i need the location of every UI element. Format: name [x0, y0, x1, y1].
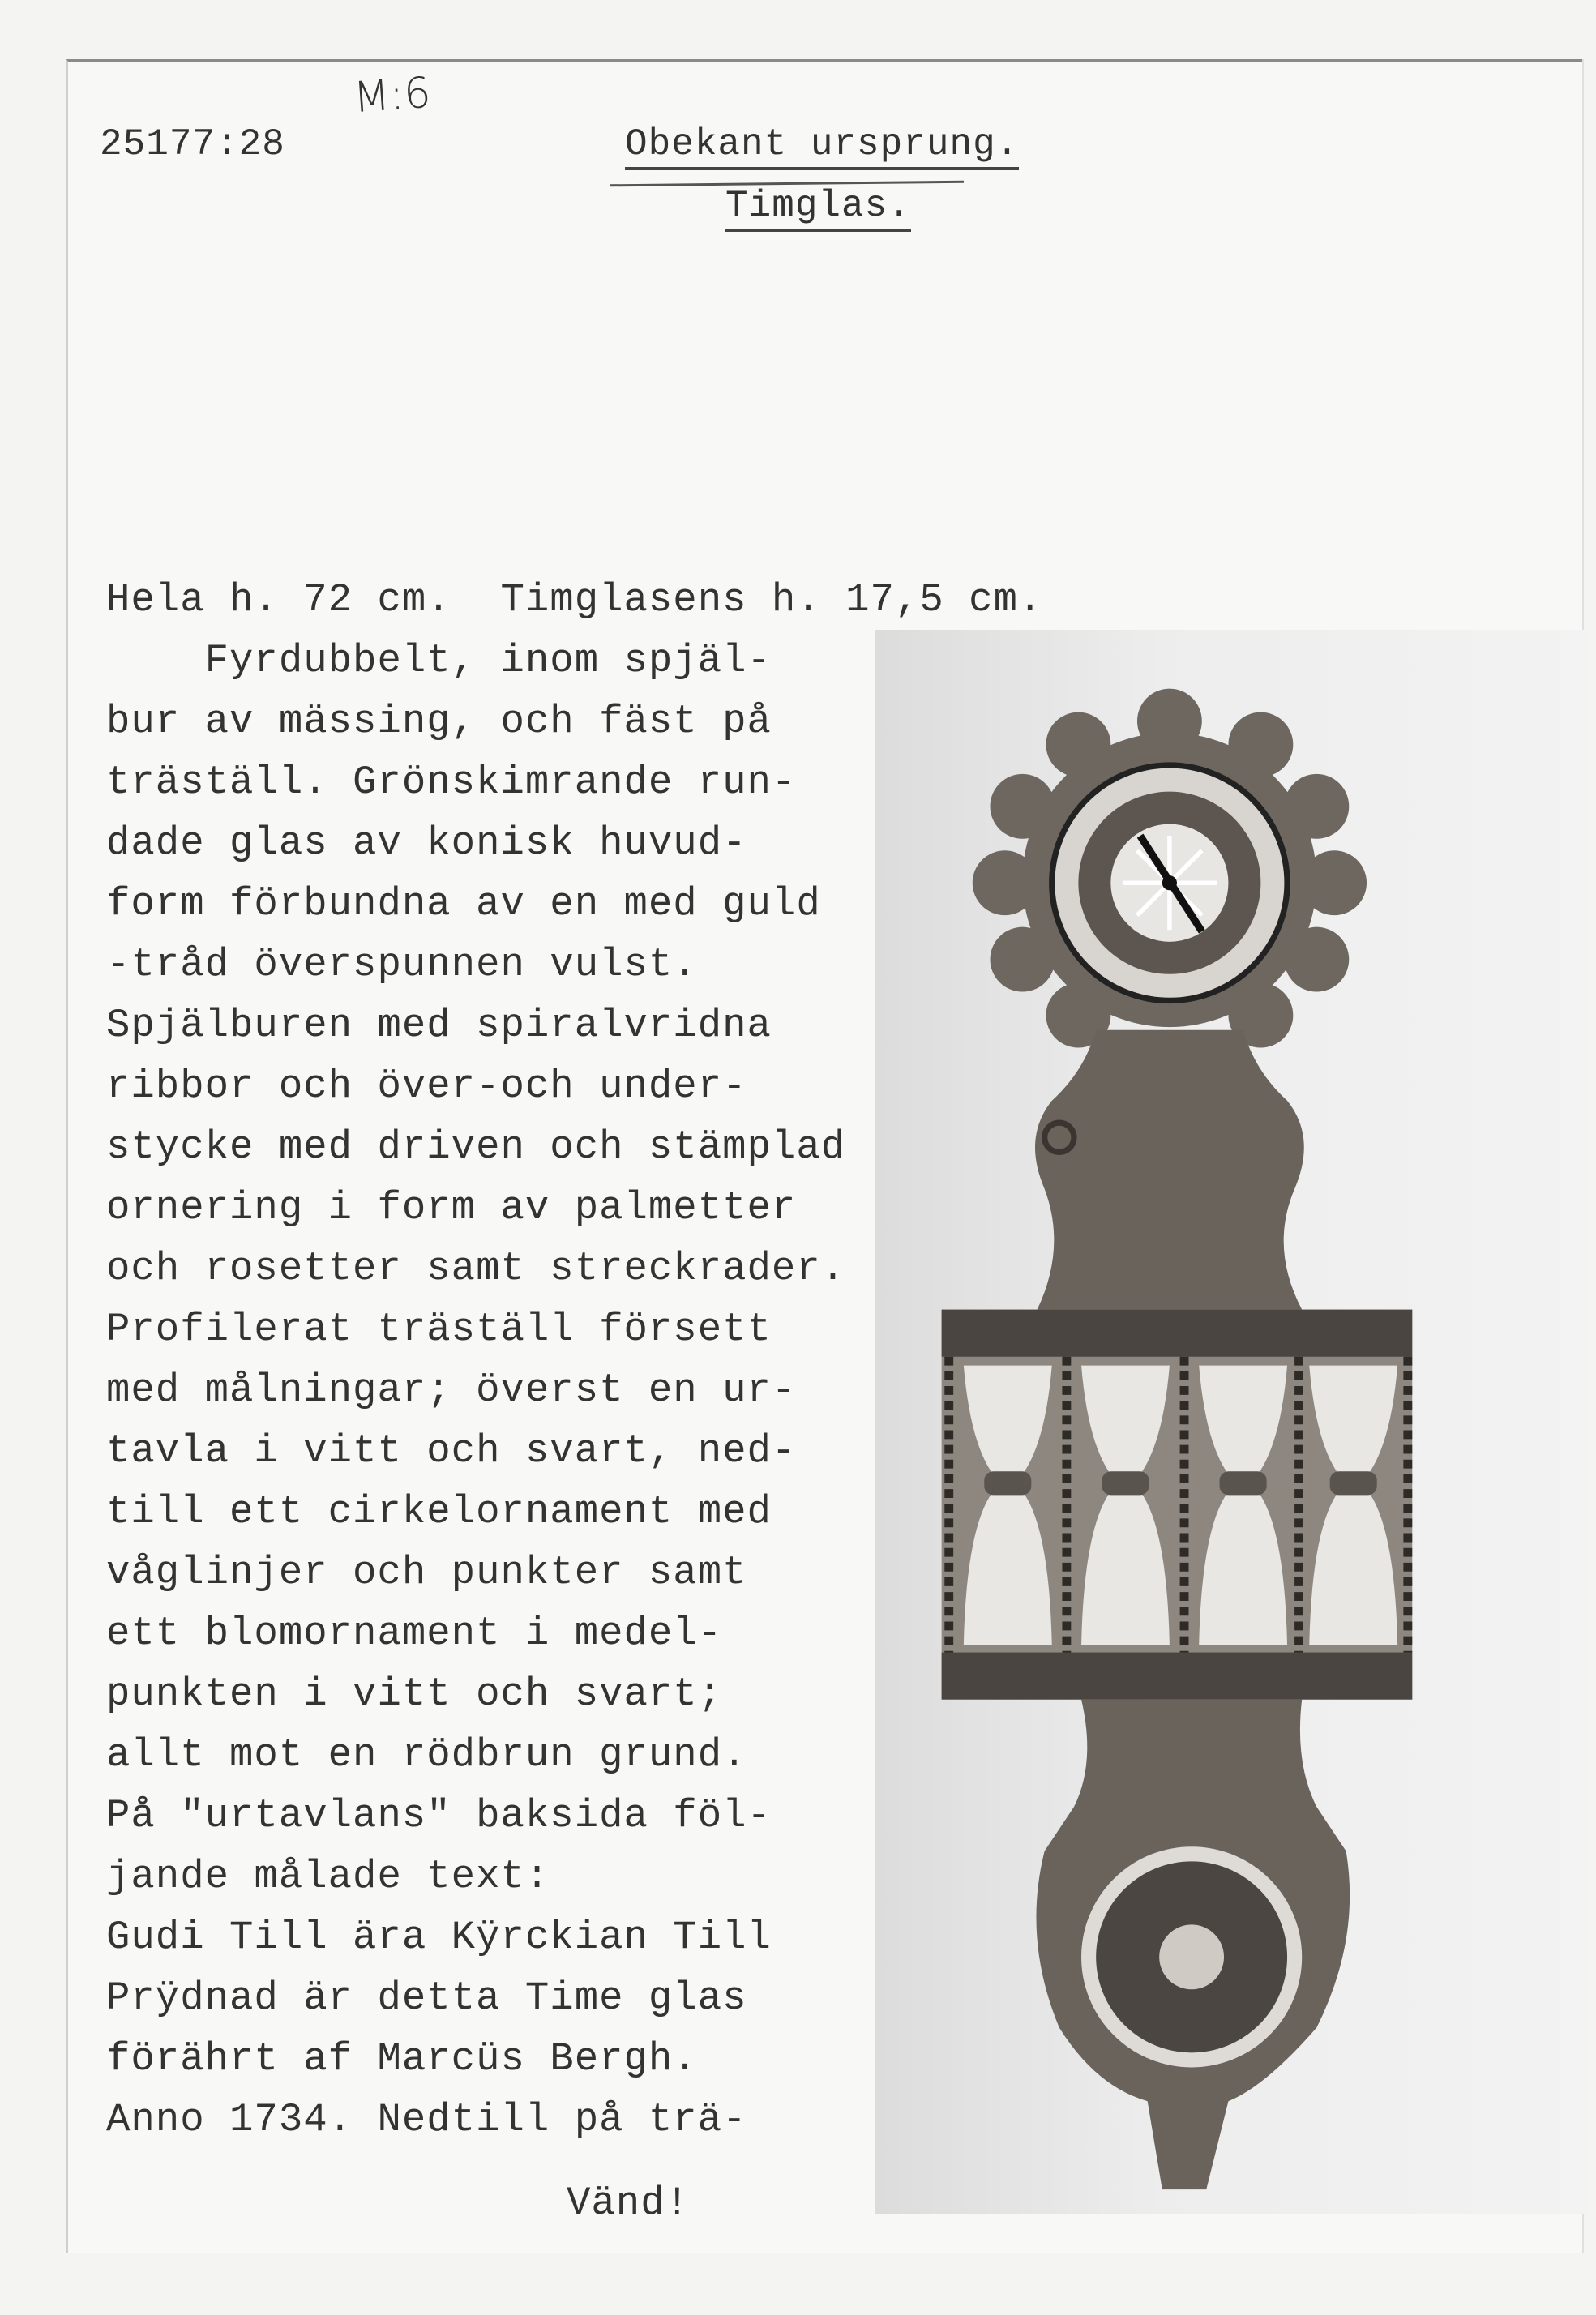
- description-line: träställ. Grönskimrande run-: [106, 760, 797, 805]
- description-line: Hela h. 72 cm. Timglasens h. 17,5 cm.: [106, 577, 1043, 623]
- clock-plate: [973, 689, 1367, 1048]
- description-line: allt mot en rödbrun grund.: [106, 1732, 747, 1778]
- description-line: Anno 1734. Nedtill på trä-: [106, 2097, 747, 2142]
- hourglass-cage: [942, 1310, 1413, 1700]
- object-title: Timglas.: [725, 185, 911, 232]
- description-line: stycke med driven och stämplad: [106, 1124, 846, 1170]
- description-line: Prÿdnad är detta Time glas: [106, 1975, 747, 2021]
- description-line: På "urtavlans" baksida föl-: [106, 1793, 772, 1838]
- turn-over-note: Vänd!: [567, 2180, 691, 2226]
- description-line: tavla i vitt och svart, ned-: [106, 1428, 797, 1474]
- description-line: Profilerat träställ försett: [106, 1307, 772, 1352]
- description-line: våglinjer och punkter samt: [106, 1550, 747, 1595]
- object-photograph: [875, 630, 1589, 2214]
- description-line: förährt af Marcüs Bergh.: [106, 2036, 698, 2082]
- description-line: Spjälburen med spiralvridna: [106, 1003, 772, 1048]
- description-line: Fyrdubbelt, inom spjäl-: [106, 638, 772, 683]
- upper-board: [1035, 1030, 1304, 1310]
- origin-heading: Obekant ursprung.: [625, 123, 1019, 170]
- description-line: ett blomornament i medel-: [106, 1611, 723, 1656]
- description-line: ornering i form av palmetter: [106, 1185, 797, 1230]
- description-line: jande målade text:: [106, 1854, 550, 1899]
- description-line: till ett cirkelornament med: [106, 1489, 772, 1534]
- description-line: bur av mässing, och fäst på: [106, 699, 772, 744]
- description-line: -tråd överspunnen vulst.: [106, 942, 698, 987]
- catalog-number: 25177:28: [100, 123, 285, 165]
- description-line: dade glas av konisk huvud-: [106, 820, 747, 866]
- description-line: och rosetter samt streckrader.: [106, 1246, 846, 1291]
- description-line: ribbor och över-och under-: [106, 1063, 747, 1109]
- description-line: Gudi Till ära Kÿrckian Till: [106, 1915, 772, 1960]
- hourglass-photo-image: [875, 630, 1589, 2214]
- handwritten-note: M:6: [352, 68, 433, 123]
- description-line: form förbundna av en med guld: [106, 881, 821, 926]
- description-line: med målningar; överst en ur-: [106, 1367, 797, 1413]
- description-line: punkten i vitt och svart;: [106, 1671, 723, 1717]
